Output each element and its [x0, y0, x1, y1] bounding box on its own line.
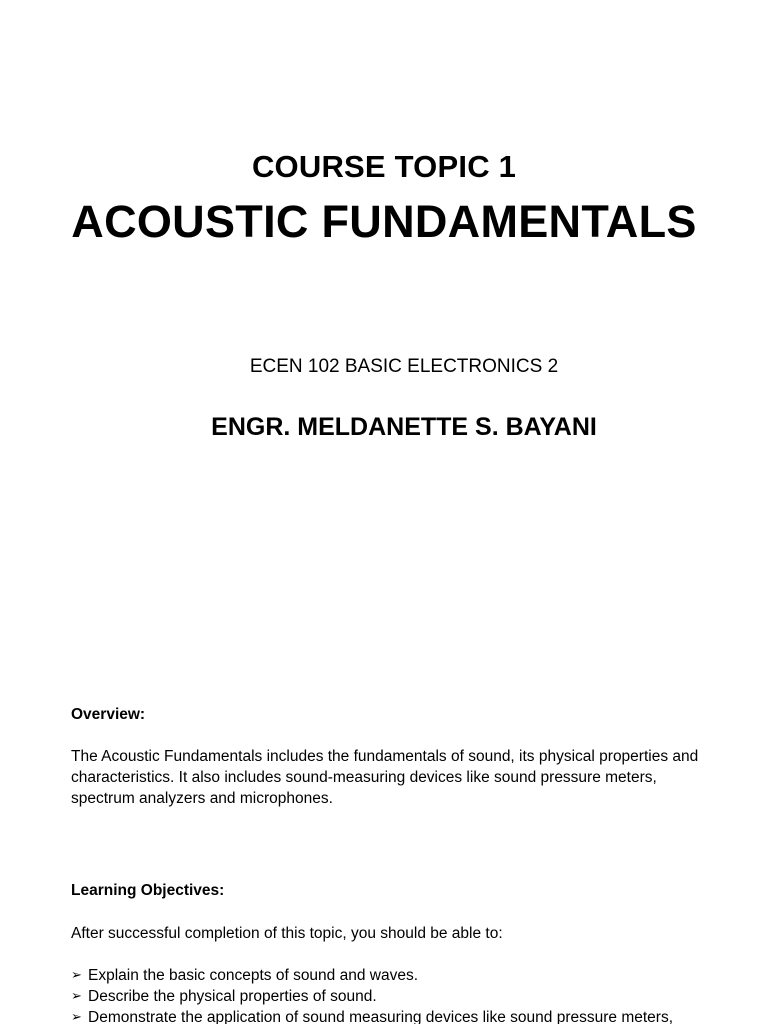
instructor-name: ENGR. MELDANETTE S. BAYANI — [211, 413, 597, 441]
page-title: ACOUSTIC FUNDAMENTALS — [71, 196, 697, 247]
learning-objectives-intro: After successful completion of this topic, you should be able to: — [71, 925, 503, 942]
overview-heading: Overview: — [71, 706, 146, 723]
list-item — [71, 965, 751, 986]
course-topic-label: COURSE TOPIC 1 — [251, 149, 517, 184]
learning-objectives-list — [71, 965, 751, 1024]
arrowhead-bullet-icon: ➢ — [71, 1010, 82, 1024]
list-item — [71, 1007, 751, 1024]
course-code-name: ECEN 102 BASIC ELECTRONICS 2 — [249, 356, 559, 377]
learning-objectives-heading: Learning Objectives: — [71, 882, 225, 899]
list-item-text: Demonstrate the application of sound measuring devices like sound pressure meters, — [88, 1009, 674, 1024]
arrowhead-bullet-icon: ➢ — [71, 989, 82, 1004]
list-item-text: Describe the physical properties of sound. — [88, 988, 377, 1005]
overview-paragraph: The Acoustic Fundamentals includes the fundamentals of sound, its physical properties and characteristics. It also includes sound-measuring devices like sound pressure meters, spectrum analyzers and microphones. — [71, 748, 699, 807]
list-item — [71, 986, 751, 1007]
list-item-text: Explain the basic concepts of sound and waves. — [88, 967, 419, 984]
arrowhead-bullet-icon: ➢ — [71, 968, 82, 983]
